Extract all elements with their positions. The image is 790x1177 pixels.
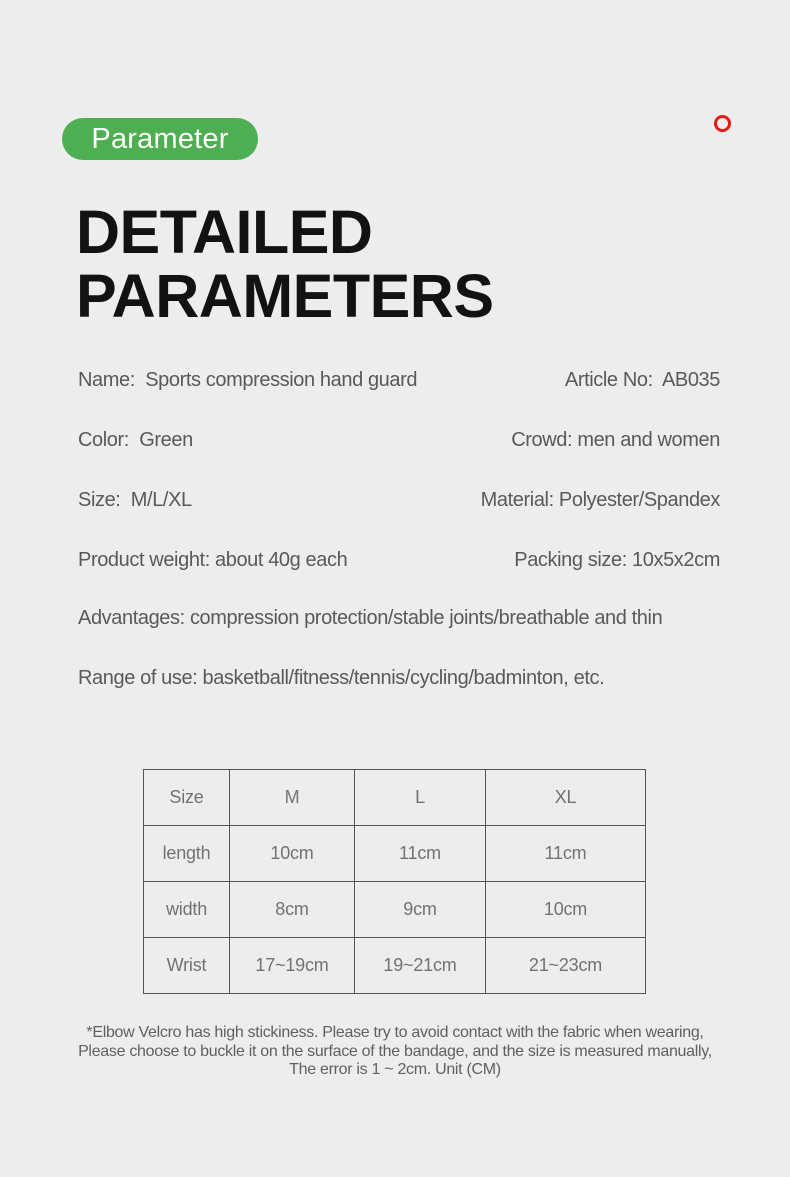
size-chart-table	[143, 769, 646, 994]
size-table-header-cell: Size	[144, 770, 230, 826]
size-table-header-cell: M	[230, 770, 355, 826]
size-table-row-length	[144, 826, 646, 882]
size-table-header-cell: XL	[486, 770, 646, 826]
spec-row-weight-packing	[78, 549, 720, 572]
parameter-badge-label: Parameter	[91, 122, 229, 155]
page-title-line2: PARAMETERS	[76, 262, 494, 330]
footnote-line3: The error is 1 ~ 2cm. Unit (CM)	[289, 1061, 501, 1078]
spec-row-range-of-use	[78, 667, 720, 690]
page-title	[76, 200, 494, 328]
size-table-row-width	[144, 882, 646, 938]
size-table-cell: 21~23cm	[486, 938, 646, 994]
page-title-line1: DETAILED	[76, 198, 373, 266]
parameter-badge	[62, 118, 258, 160]
spec-article-no: Article No: AB035	[564, 369, 720, 391]
spec-crowd: Crowd: men and women	[511, 429, 720, 451]
size-table-cell: 10cm	[230, 826, 355, 882]
spec-product-weight: Product weight: about 40g each	[78, 549, 348, 571]
spec-range-of-use: Range of use: basketball/fitness/tennis/cycling/badminton, etc.	[78, 667, 605, 689]
footnote-line2: Please choose to buckle it on the surface of the bandage, and the size is measured manually,	[78, 1042, 712, 1060]
size-table-header-row	[144, 770, 646, 826]
spec-size: Size: M/L/XL	[78, 489, 192, 511]
spec-packing-size: Packing size: 10x5x2cm	[514, 549, 720, 571]
footnote-line1: *Elbow Velcro has high stickiness. Please try to avoid contact with the fabric when wearing,	[86, 1024, 704, 1041]
spec-advantages: Advantages: compression protection/stable joints/breathable and thin	[78, 607, 663, 629]
size-table-cell: Wrist	[144, 938, 230, 994]
size-table-cell: 19~21cm	[355, 938, 486, 994]
size-table-cell: 9cm	[355, 882, 486, 938]
spec-row-name-article	[78, 369, 720, 392]
footnote	[0, 1024, 790, 1080]
size-table-header-cell: L	[355, 770, 486, 826]
size-table-cell: width	[144, 882, 230, 938]
spec-color: Color: Green	[78, 429, 193, 451]
spec-row-color-crowd	[78, 429, 720, 452]
size-table-cell: 8cm	[230, 882, 355, 938]
size-table-cell: 17~19cm	[230, 938, 355, 994]
spec-row-size-material	[78, 489, 720, 512]
spec-material: Material: Polyester/Spandex	[480, 489, 720, 511]
red-ring-icon	[714, 115, 731, 132]
size-table-cell: length	[144, 826, 230, 882]
spec-name: Name: Sports compression hand guard	[78, 369, 418, 391]
size-table-row-wrist	[144, 938, 646, 994]
size-table-cell: 11cm	[355, 826, 486, 882]
spec-row-advantages	[78, 607, 720, 630]
size-table-cell: 11cm	[486, 826, 646, 882]
size-table-cell: 10cm	[486, 882, 646, 938]
